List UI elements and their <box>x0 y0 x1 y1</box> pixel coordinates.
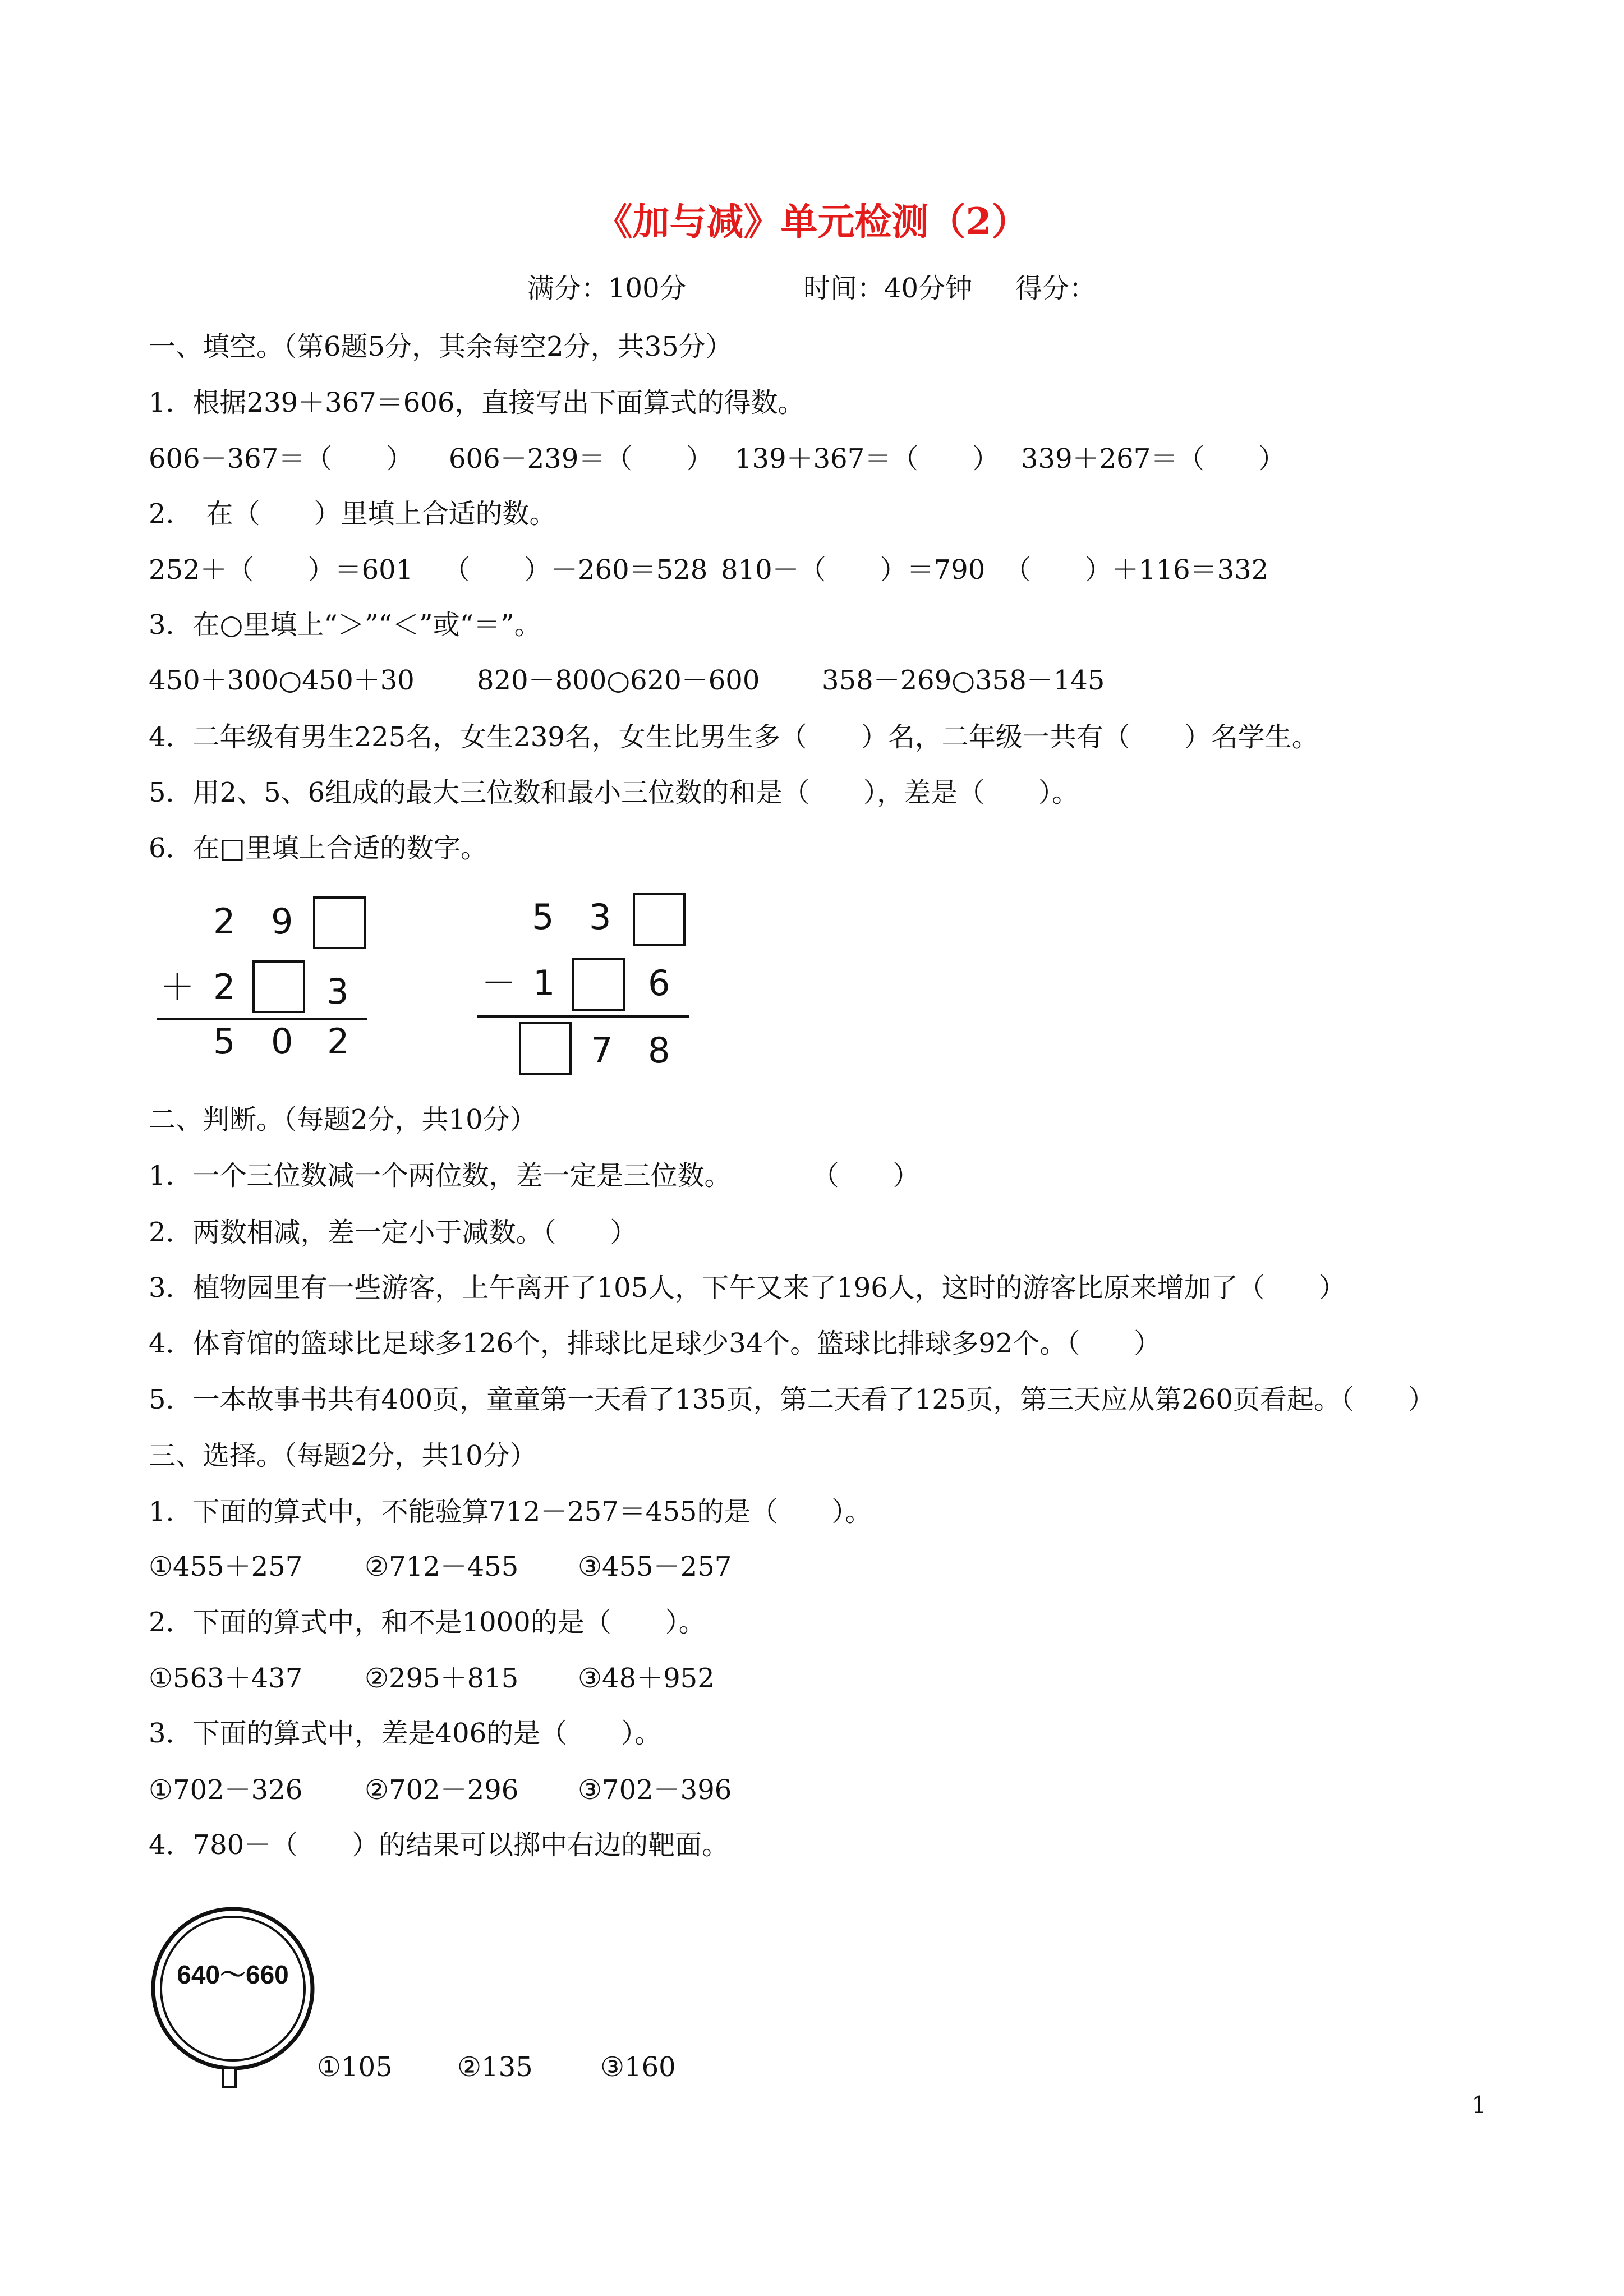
add-row1-digit: 2 <box>213 901 236 942</box>
choice-q4-opt-2: ②135 <box>457 2051 533 2083</box>
sub-row2-digit: 6 <box>648 963 670 1004</box>
section1-q5: 5．用2、5、6组成的最大三位数和最小三位数的和是（ ），差是（ ）。 <box>149 777 1079 808</box>
choice-q1-opt-1: ①455＋257 <box>149 1551 303 1582</box>
answer-box[interactable] <box>252 960 305 1013</box>
answer-box[interactable] <box>633 893 686 946</box>
choice-q2: 2．下面的算式中，和不是1000的是（ ）。 <box>149 1607 706 1638</box>
sub-result-digit: 8 <box>648 1030 670 1071</box>
target-icon <box>146 1904 320 2090</box>
answer-box[interactable] <box>519 1022 572 1075</box>
page-number: 1 <box>1471 2091 1487 2119</box>
add-result-digit: 2 <box>327 1021 349 1062</box>
q2-item-4: （ ）＋116＝332 <box>1004 554 1269 586</box>
add-result-digit: 5 <box>213 1021 236 1062</box>
q2-item-1: 252＋（ ）＝601 <box>149 554 413 586</box>
q1-item-2: 606－239＝（ ） <box>449 443 714 475</box>
q3-item-3: 358－269○358－145 <box>822 665 1105 696</box>
exam-time: 时间：40分钟 <box>803 273 973 304</box>
section3-heading: 三、选择。（每题2分，共10分） <box>149 1440 537 1471</box>
sub-result-digit: 7 <box>591 1030 613 1071</box>
page-title: 《加与减》单元检测（2） <box>595 200 1029 243</box>
choice-q1-opt-2: ②712－455 <box>365 1551 519 1582</box>
q2-item-2: （ ）－260＝528 <box>443 554 708 586</box>
section1-q4: 4．二年级有男生225名，女生239名，女生比男生多（ ）名，二年级一共有（ ）名学生。 <box>149 721 1319 753</box>
section1-heading: 一、填空。（第6题5分，其余每空2分，共35分） <box>149 331 733 362</box>
judge-item-2: 2．两数相减，差一定小于减数。（ ） <box>149 1217 637 1248</box>
score-field: 得分： <box>1015 273 1097 304</box>
add-row1-digit: 9 <box>271 901 293 942</box>
choice-q2-opt-1: ①563＋437 <box>149 1663 303 1694</box>
choice-q1-opt-3: ③455－257 <box>578 1551 732 1582</box>
sum-line <box>157 1018 367 1020</box>
choice-q2-opt-3: ③48＋952 <box>578 1663 715 1694</box>
q1-item-4: 339＋267＝（ ） <box>1021 443 1286 475</box>
q2-item-3: 810－（ ）＝790 <box>721 554 986 586</box>
section1-q3: 3．在○里填上“＞”“＜”或“＝”。 <box>149 609 541 641</box>
choice-q3-opt-3: ③702－396 <box>578 1774 732 1806</box>
full-score: 满分：100分 <box>527 273 687 304</box>
choice-q4-opt-1: ①105 <box>317 2051 393 2083</box>
sub-row2-digit: 1 <box>533 963 555 1004</box>
choice-q4-opt-3: ③160 <box>600 2051 676 2083</box>
choice-q3-opt-2: ②702－296 <box>365 1774 519 1806</box>
add-result-digit: 0 <box>271 1021 293 1062</box>
section1-q1: 1．根据239＋367＝606，直接写出下面算式的得数。 <box>149 387 805 418</box>
answer-box[interactable] <box>313 896 366 949</box>
target-range-label: 640～660 <box>177 1960 289 1989</box>
sub-row1-digit: 3 <box>589 896 611 937</box>
add-row2-digit: 3 <box>326 971 349 1012</box>
choice-q1: 1．下面的算式中，不能验算712－257＝455的是（ ）。 <box>149 1496 872 1527</box>
choice-q3: 3．下面的算式中，差是406的是（ ）。 <box>149 1718 662 1749</box>
add-row2-digit: 2 <box>213 967 236 1007</box>
q3-item-1: 450＋300○450＋30 <box>149 665 415 696</box>
section2-heading: 二、判断。（每题2分，共10分） <box>149 1104 537 1135</box>
choice-q4: 4．780－（ ）的结果可以掷中右边的靶面。 <box>149 1829 729 1861</box>
q1-item-1: 606－367＝（ ） <box>149 443 413 475</box>
difference-line <box>477 1015 689 1018</box>
choice-q2-opt-2: ②295＋815 <box>365 1663 519 1694</box>
choice-q3-opt-1: ①702－326 <box>149 1774 303 1806</box>
judge-item-1: 1．一个三位数减一个两位数，差一定是三位数。 （ ） <box>149 1160 920 1191</box>
plus-sign: ＋ <box>160 967 195 1007</box>
judge-item-3: 3．植物园里有一些游客，上午离开了105人，下午又来了196人，这时的游客比原来增加了（ ） <box>149 1272 1346 1304</box>
answer-box[interactable] <box>572 958 625 1011</box>
sub-row1-digit: 5 <box>532 896 554 937</box>
section1-q6: 6．在□里填上合适的数字。 <box>149 832 487 864</box>
judge-item-5: 5．一本故事书共有400页，童童第一天看了135页，第二天看了125页，第三天应从第260页看起。（ ） <box>149 1384 1436 1415</box>
judge-item-4: 4．体育馆的篮球比足球多126个，排球比足球少34个。篮球比排球多92个。（ ） <box>149 1328 1161 1359</box>
q1-item-3: 139＋367＝（ ） <box>735 443 1000 475</box>
minus-sign: － <box>481 963 517 1004</box>
q3-item-2: 820－800○620－600 <box>477 665 760 696</box>
section1-q2: 2． 在（ ）里填上合适的数。 <box>149 498 556 530</box>
